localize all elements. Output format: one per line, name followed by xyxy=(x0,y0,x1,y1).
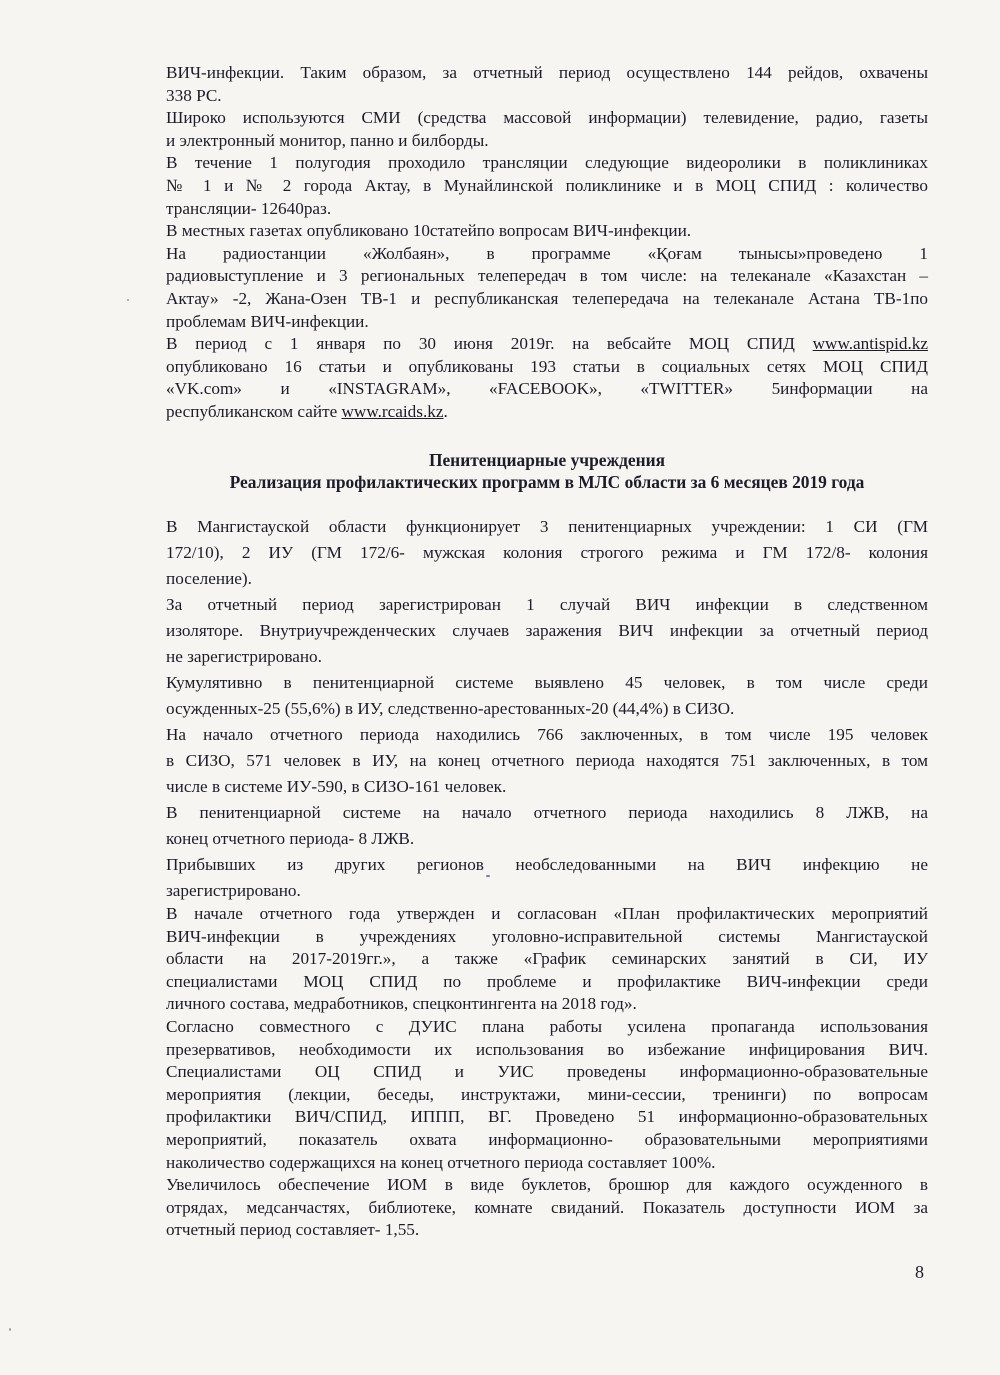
text-line: Специалистами ОЦ СПИД и УИС проведены информационно-образовательные xyxy=(166,1062,928,1082)
rcaids-link[interactable]: www.rcaids.kz xyxy=(341,401,444,421)
text-line: числе в системе ИУ-590, в СИЗО-161 человек. xyxy=(166,777,507,796)
section-title: Пенитенциарные учреждения xyxy=(428,450,666,470)
text-line: Актау» -2, Жана-Озен ТВ-1 и республиканская телепередача на телеканале Астана ТВ-1по xyxy=(166,288,928,308)
text-line: мероприятия (лекции, беседы, инструктажи, мини-сессии, тренинги) по вопросам xyxy=(166,1084,928,1104)
text-line xyxy=(166,401,928,424)
text-line: поселение). xyxy=(166,569,252,588)
text-line: проблемам ВИЧ-инфекции. xyxy=(166,311,369,331)
text-line: области на 2017-2019гг.», а также «График семинарских занятий в СИ, ИУ xyxy=(166,949,928,969)
text-line: ВИЧ-инфекции. Таким образом, за отчетный период осуществлено 144 рейдов, охвачены xyxy=(166,63,928,82)
text-line: Прибывших из других регионов необследованными на ВИЧ инфекцию не xyxy=(166,855,928,874)
text-segment: . xyxy=(443,401,448,421)
text-line: отчетный период составляет- 1,55. xyxy=(166,1220,420,1240)
media-section-text xyxy=(166,62,928,424)
text-line: № 1 и № 2 города Актау, в Мунайлинской поликлинике и в МОЦ СПИД : количество xyxy=(166,175,928,195)
antispid-link[interactable]: www.antispid.kz xyxy=(812,334,929,354)
text-line: отрядах, медсанчастях, библиотеке, комнате свиданий. Показатель доступности ИОМ за xyxy=(166,1197,928,1217)
text-line: радиовыступление и 3 региональных телепередач в том числе: на телеканале «Казахстан – xyxy=(166,266,928,286)
scan-speck xyxy=(9,1328,11,1331)
text-line: В начале отчетного года утвержден и согласован «План профилактических мероприятий xyxy=(166,904,928,923)
text-line: Кумулятивно в пенитенциарной системе выявлено 45 человек, в том числе среди xyxy=(166,673,928,692)
section-subtitle: Реализация профилактических программ в МЛС области за 6 месяцев 2019 года xyxy=(229,472,865,492)
text-line: опубликовано 16 статьи и опубликованы 193 статьи в социальных сетях МОЦ СПИД xyxy=(166,356,928,376)
text-line: За отчетный период зарегистрирован 1 случай ВИЧ инфекции в следственном xyxy=(166,595,928,614)
text-line: презервативов, необходимости их использования во избежание инфицирования ВИЧ. xyxy=(166,1039,928,1059)
text-line: В течение 1 полугодия проходило трансляции следующие видеоролики в поликлиниках xyxy=(166,153,928,173)
text-line: осужденных-25 (55,6%) в ИУ, следственно-арестованных-20 (44,4%) в СИЗО. xyxy=(166,699,735,718)
text-line: наколичество содержащихся на конец отчетного периода составляет 100%. xyxy=(166,1152,716,1172)
text-line: 338 РС. xyxy=(166,85,222,105)
text-line: Согласно совместного с ДУИС плана работы усилена пропаганда использования xyxy=(166,1016,928,1036)
text-line: изоляторе. Внутриучрежденческих случаев заражения ВИЧ инфекции за отчетный период xyxy=(166,621,928,640)
text-line: На радиостанции «Жолбаян», в программе «Қоғам тынысы»проведено 1 xyxy=(166,243,928,263)
penitentiary-text-1 xyxy=(166,514,928,904)
text-line: «VK.com» и «INSTAGRAM», «FACEBOOK», «TWITTER» 5информации на xyxy=(166,379,928,399)
text-line: не зарегистрировано. xyxy=(166,647,322,666)
page-number: 8 xyxy=(915,1262,924,1282)
text-line: Увеличилось обеспечение ИОМ в виде буклетов, брошюр для каждого осужденного в xyxy=(166,1175,928,1195)
text-line: ВИЧ-инфекции в учреждениях уголовно-исправительной системы Мангистауской xyxy=(166,926,928,946)
text-line: мероприятий, показатель охвата информационно- образовательными мероприятиями xyxy=(166,1129,928,1149)
text-line xyxy=(166,333,928,356)
text-line: личного состава, медработников, спецконтингента на 2018 год». xyxy=(166,994,637,1014)
text-line: специалистами МОЦ СПИД по проблеме и профилактике ВИЧ-инфекции среди xyxy=(166,971,928,991)
penitentiary-text-2 xyxy=(166,903,928,1242)
text-line: в СИЗО, 571 человек в ИУ, на конец отчетного периода находятся 751 заключенных, в том xyxy=(166,751,928,770)
text-line: и электронный монитор, панно и билборды. xyxy=(166,130,489,150)
text-line: трансляции- 12640раз. xyxy=(166,198,332,218)
text-line: Широко используются СМИ (средства массовой информации) телевидение, радио, газеты xyxy=(166,108,928,128)
text-line: На начало отчетного периода находились 766 заключенных, в том числе 195 человек xyxy=(166,725,928,744)
text-line: конец отчетного периода- 8 ЛЖВ. xyxy=(166,829,415,848)
text-line: В местных газетах опубликовано 10статейпо вопросам ВИЧ-инфекции. xyxy=(166,221,692,241)
text-segment: республиканском сайте xyxy=(166,401,338,421)
text-line: зарегистрировано. xyxy=(166,881,301,900)
text-line: 172/10), 2 ИУ (ГМ 172/6- мужская колония строгого режима и ГМ 172/8- колония xyxy=(166,543,928,562)
text-line: профилактики ВИЧ/СПИД, ИППП, ВГ. Проведено 51 информационно-образовательных xyxy=(166,1107,928,1127)
scan-speck xyxy=(486,875,490,877)
text-line: В пенитенциарной системе на начало отчетного периода находились 8 ЛЖВ, на xyxy=(166,803,928,822)
text-line: В Мангистауской области функционирует 3 пенитенциарных учреждении: 1 СИ (ГМ xyxy=(166,517,928,536)
scan-speck xyxy=(127,299,129,301)
text-segment: В период с 1 января по 30 июня 2019г. на вебсайте МОЦ СПИД xyxy=(166,334,795,354)
